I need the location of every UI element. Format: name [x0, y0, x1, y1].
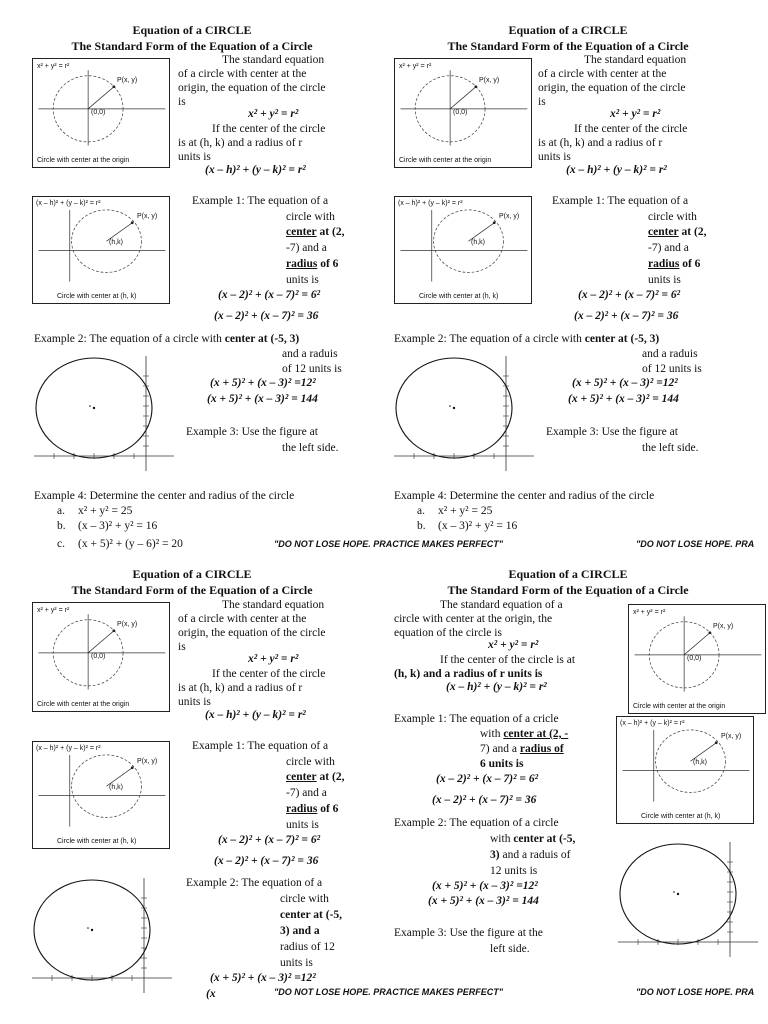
intro-line-4: is	[178, 641, 186, 653]
example2-equation-1: (x + 5)² + (x – 3)² =12²	[210, 377, 316, 389]
q4-intro-line-3: equation of the circle is	[394, 627, 502, 639]
example4-a: x² + y² = 25	[438, 505, 493, 517]
figure-origin	[32, 58, 170, 168]
intro-line-2: of a circle with center at the	[538, 68, 667, 80]
radius-value: of 6	[320, 258, 339, 270]
radius-value: of 6	[682, 258, 701, 270]
example1-line-1: Example 1: The equation of a	[192, 740, 329, 752]
figure-caption: Circle with center at (h, k)	[57, 838, 137, 845]
figure-equation-label: (x – h)² + (y – k)² = r²	[36, 200, 101, 207]
figure-origin	[394, 58, 532, 168]
q4-example1-equation-1: (x – 2)² + (x – 7)² = 6²	[436, 773, 539, 785]
figure-caption: Circle with center at (h, k)	[419, 293, 499, 300]
figure-caption: Circle with center at the origin	[37, 701, 130, 708]
center-value: at (2,	[319, 771, 345, 783]
big-circle-graph	[34, 356, 174, 471]
center-word: center	[286, 226, 317, 238]
example1-equation-1: (x – 2)² + (x – 7)² = 6²	[218, 834, 321, 846]
equation-origin: x² + y² = r²	[248, 108, 299, 120]
figure-equation-label: x² + y² = r²	[399, 63, 432, 70]
page-title: Equation of a CIRCLE	[132, 23, 252, 37]
figure-equation-label: x² + y² = r²	[37, 607, 70, 614]
q4-example1-line-2	[480, 727, 568, 741]
figure-origin-label: (0,0)	[453, 109, 468, 116]
equation-origin: x² + y² = r²	[248, 653, 299, 665]
example2-text: Example 2: The equation of a circle with	[394, 333, 582, 345]
example2-line-2: and a raduis	[282, 348, 338, 360]
q4-example3-line-1: Example 3: Use the figure at the	[394, 927, 543, 939]
q4-example2-line-4: 12 units is	[490, 865, 538, 877]
center-line-1: If the center of the circle	[574, 123, 688, 135]
example2-equation-1: (x + 5)² + (x – 3)² =12²	[572, 377, 678, 389]
example1-line-5	[286, 802, 338, 816]
radius-word: radius	[286, 258, 318, 270]
example1-line-6: units is	[648, 274, 681, 286]
hk-circle-graph	[33, 742, 169, 834]
example4-a-label: a.	[57, 505, 65, 517]
q4-radius-word: radius of	[519, 743, 564, 755]
page-subtitle: The Standard Form of the Equation of a Circle	[447, 583, 689, 597]
example3-line-1: Example 3: Use the figure at	[186, 426, 318, 438]
figure-origin-label: (0,0)	[687, 655, 702, 662]
example1-equation-2: (x – 2)² + (x – 7)² = 36	[214, 855, 319, 867]
q4-example2-line-2	[490, 832, 575, 846]
equation-general: (x – h)² + (y – k)² = r²	[205, 709, 306, 721]
example2-equation-2: (x + 5)² + (x – 3)² = 144	[568, 393, 679, 405]
example1-line-5	[286, 257, 338, 271]
intro-line-4: is	[538, 96, 546, 108]
q4-ex2-raduis: and a raduis of	[502, 849, 571, 861]
equation-general: (x – h)² + (y – k)² = r²	[205, 164, 306, 176]
figure-caption: Circle with center at the origin	[399, 157, 492, 164]
figure-center-label: (h,k)	[693, 759, 707, 766]
example1-line-3	[648, 225, 706, 239]
example1-equation-1: (x – 2)² + (x – 7)² = 6²	[218, 289, 321, 301]
quadrant-top-right	[384, 0, 768, 560]
center-word: center	[286, 771, 317, 783]
page-title: Equation of a CIRCLE	[132, 567, 252, 581]
example4-c-label: c.	[57, 538, 65, 550]
example1-equation-2: (x – 2)² + (x – 7)² = 36	[574, 310, 679, 322]
example4-b: (x – 3)² + y² = 16	[78, 520, 158, 532]
center-line-2: is at (h, k) and a radius of r	[178, 682, 303, 694]
q3-example2-line-5: radius of 12	[280, 941, 335, 953]
center-value: at (2,	[319, 226, 345, 238]
example4-line-1: Example 4: Determine the center and radius of the circle	[394, 490, 655, 502]
q3-example2-line-4	[280, 924, 320, 938]
radius-word: radius	[286, 803, 318, 815]
figure-caption: Circle with center at (h, k)	[57, 293, 137, 300]
example3-line-1: Example 3: Use the figure at	[546, 426, 678, 438]
figure-equation-label: x² + y² = r²	[633, 609, 666, 616]
example4-b-label: b.	[57, 520, 66, 532]
center-line-3: units is	[178, 151, 211, 163]
figure-center-hk	[32, 196, 170, 304]
q4-ex2-center: center at (-5,	[513, 833, 576, 845]
q4-with-word: with	[480, 728, 501, 740]
center-line-1: If the center of the circle	[212, 668, 326, 680]
figure-point-label: P(x, y)	[137, 213, 158, 220]
origin-circle-graph	[33, 61, 169, 153]
q3-example2-line-6: units is	[280, 957, 313, 969]
example1-equation-2: (x – 2)² + (x – 7)² = 36	[214, 310, 319, 322]
q4-example3-line-2: left side.	[490, 943, 530, 955]
center-line-2: is at (h, k) and a radius of r	[538, 137, 663, 149]
figure-equation-label: (x – h)² + (y – k)² = r²	[620, 720, 685, 727]
figure-origin	[628, 604, 766, 714]
hk-circle-graph	[33, 197, 169, 289]
figure-point-label: P(x, y)	[117, 621, 138, 628]
example1-line-2: circle with	[286, 756, 335, 768]
example2-text: Example 2: The equation of a circle with	[34, 333, 222, 345]
example2-line-1	[34, 332, 299, 346]
q4-intro-line-1: The standard equation of a	[440, 599, 563, 611]
radius-word: radius	[648, 258, 680, 270]
big-circle-graph	[618, 842, 758, 957]
origin-circle-graph	[629, 607, 765, 699]
big-circle-graph	[394, 356, 534, 471]
figure-origin-label: (0,0)	[91, 653, 106, 660]
hk-circle-graph	[395, 197, 531, 289]
example4-a: x² + y² = 25	[78, 505, 133, 517]
hk-circle-graph	[617, 717, 753, 809]
intro-line-3: origin, the equation of the circle	[538, 82, 686, 94]
q4-center-line-2: (h, k) and a radius of r units is	[394, 668, 543, 680]
quadrant-bottom-right	[384, 560, 768, 1024]
figure-point-label: P(x, y)	[479, 77, 500, 84]
center-line-2: is at (h, k) and a radius of r	[178, 137, 303, 149]
equation-general: (x – h)² + (y – k)² = r²	[566, 164, 667, 176]
origin-circle-graph	[33, 605, 169, 697]
figure-origin	[32, 602, 170, 712]
example4-b-label: b.	[417, 520, 426, 532]
origin-circle-graph	[395, 61, 531, 153]
q4-equation-general: (x – h)² + (y – k)² = r²	[446, 681, 547, 693]
big-circle-graph	[32, 878, 172, 993]
page-subtitle: The Standard Form of the Equation of a Circle	[447, 39, 689, 53]
intro-line-1: The standard equation	[222, 54, 325, 66]
example3-line-2: the left side.	[282, 442, 339, 454]
q4-intro-line-2: circle with center at the origin, the	[394, 613, 553, 625]
figure-caption: Circle with center at the origin	[37, 157, 130, 164]
motto: "DO NOT LOSE HOPE. PRACTICE MAKES PERFECT"	[274, 987, 504, 997]
q4-example2-line-3	[490, 848, 571, 862]
figure-origin-label: (0,0)	[91, 109, 106, 116]
figure-caption: Circle with center at (h, k)	[641, 813, 721, 820]
q4-center-line-1: If the center of the circle is at	[440, 654, 576, 666]
q4-example1-line-4: 6 units is	[480, 758, 524, 770]
radius-value: of 6	[320, 803, 339, 815]
q4-ex2-center-end: 3)	[490, 849, 500, 861]
q4-center-value: center at (2, -	[503, 728, 569, 740]
example1-equation-1: (x – 2)² + (x – 7)² = 6²	[578, 289, 681, 301]
figure-center-hk	[32, 741, 170, 849]
intro-line-1: The standard equation	[222, 599, 325, 611]
example1-line-2: circle with	[286, 211, 335, 223]
center-word: center	[648, 226, 679, 238]
motto-cut: "DO NOT LOSE HOPE. PRA	[636, 987, 755, 997]
center-line-3: units is	[178, 696, 211, 708]
q3-example2-line-2: circle with	[280, 893, 329, 905]
q3-example2-line-1: Example 2: The equation of a	[186, 877, 323, 889]
q4-example1-equation-2: (x – 2)² + (x – 7)² = 36	[432, 794, 537, 806]
page-subtitle: The Standard Form of the Equation of a Circle	[71, 39, 313, 53]
q4-equation-origin: x² + y² = r²	[488, 639, 539, 651]
q4-example2-line-1: Example 2: The equation of a circle	[394, 817, 559, 829]
example4-line-1: Example 4: Determine the center and radius of the circle	[34, 490, 295, 502]
page-title: Equation of a CIRCLE	[508, 567, 628, 581]
q4-example2-equation-2: (x + 5)² + (x – 3)² = 144	[428, 895, 539, 907]
figure-center-label: (h,k)	[109, 239, 123, 246]
q3-example2-center-end: 3) and a	[280, 925, 320, 937]
center-line-1: If the center of the circle	[212, 123, 326, 135]
example2-line-1	[394, 332, 659, 346]
q4-and-a: 7) and a	[480, 743, 518, 755]
example2-equation-2: (x + 5)² + (x – 3)² = 144	[207, 393, 318, 405]
example4-a-label: a.	[417, 505, 425, 517]
example4-c: (x + 5)² + (y – 6)² = 20	[78, 538, 183, 550]
figure-point-label: P(x, y)	[713, 623, 734, 630]
figure-center-label: (h,k)	[471, 239, 485, 246]
figure-center-label: (h,k)	[109, 784, 123, 791]
example1-line-1: Example 1: The equation of a	[552, 195, 689, 207]
motto-cut: "DO NOT LOSE HOPE. PRA	[636, 539, 755, 549]
example3-line-2: the left side.	[642, 442, 699, 454]
q3-example2-equation-cut: (x	[206, 988, 216, 1000]
example2-center: center at (-5, 3)	[584, 333, 660, 345]
figure-center-hk	[616, 716, 754, 824]
figure-point-label: P(x, y)	[117, 77, 138, 84]
figure-equation-label: x² + y² = r²	[37, 63, 70, 70]
example2-center: center at (-5, 3)	[224, 333, 300, 345]
q4-example1-line-3	[480, 742, 564, 756]
intro-line-3: origin, the equation of the circle	[178, 82, 326, 94]
example1-line-3	[286, 770, 344, 784]
intro-line-3: origin, the equation of the circle	[178, 627, 326, 639]
figure-point-label: P(x, y)	[499, 213, 520, 220]
figure-point-label: P(x, y)	[721, 733, 742, 740]
q4-ex2-with: with	[490, 833, 511, 845]
figure-equation-label: (x – h)² + (y – k)² = r²	[36, 745, 101, 752]
example1-line-3	[286, 225, 344, 239]
example1-line-5	[648, 257, 700, 271]
quadrant-top-left	[0, 0, 504, 560]
q3-example2-equation-1: (x + 5)² + (x – 3)² =12²	[210, 972, 316, 984]
example1-line-6: units is	[286, 274, 319, 286]
center-line-3: units is	[538, 151, 571, 163]
example1-line-4: -7) and a	[286, 242, 327, 254]
center-value: at (2,	[681, 226, 707, 238]
example1-line-6: units is	[286, 819, 319, 831]
q4-example2-equation-1: (x + 5)² + (x – 3)² =12²	[432, 880, 538, 892]
figure-equation-label: (x – h)² + (y – k)² = r²	[398, 200, 463, 207]
figure-point-label: P(x, y)	[137, 758, 158, 765]
example4-b: (x – 3)² + y² = 16	[438, 520, 518, 532]
example1-line-4: -7) and a	[648, 242, 689, 254]
example2-line-3: of 12 units is	[642, 363, 702, 375]
example2-line-2: and a raduis	[642, 348, 698, 360]
page-title: Equation of a CIRCLE	[508, 23, 628, 37]
page-subtitle: The Standard Form of the Equation of a Circle	[71, 583, 313, 597]
figure-center-hk	[394, 196, 532, 304]
intro-line-1: The standard equation	[584, 54, 687, 66]
intro-line-2: of a circle with center at the	[178, 613, 307, 625]
example1-line-2: circle with	[648, 211, 697, 223]
intro-line-2: of a circle with center at the	[178, 68, 307, 80]
example1-line-1: Example 1: The equation of a	[192, 195, 329, 207]
motto: "DO NOT LOSE HOPE. PRACTICE MAKES PERFECT"	[274, 539, 504, 549]
figure-caption: Circle with center at the origin	[633, 703, 726, 710]
q4-example1-line-1: Example 1: The equation of a cricle	[394, 713, 559, 725]
example1-line-4: -7) and a	[286, 787, 327, 799]
q3-example2-line-3: center at (-5,	[280, 909, 343, 921]
intro-line-4: is	[178, 96, 186, 108]
example2-line-3: of 12 units is	[282, 363, 342, 375]
equation-origin: x² + y² = r²	[610, 108, 661, 120]
